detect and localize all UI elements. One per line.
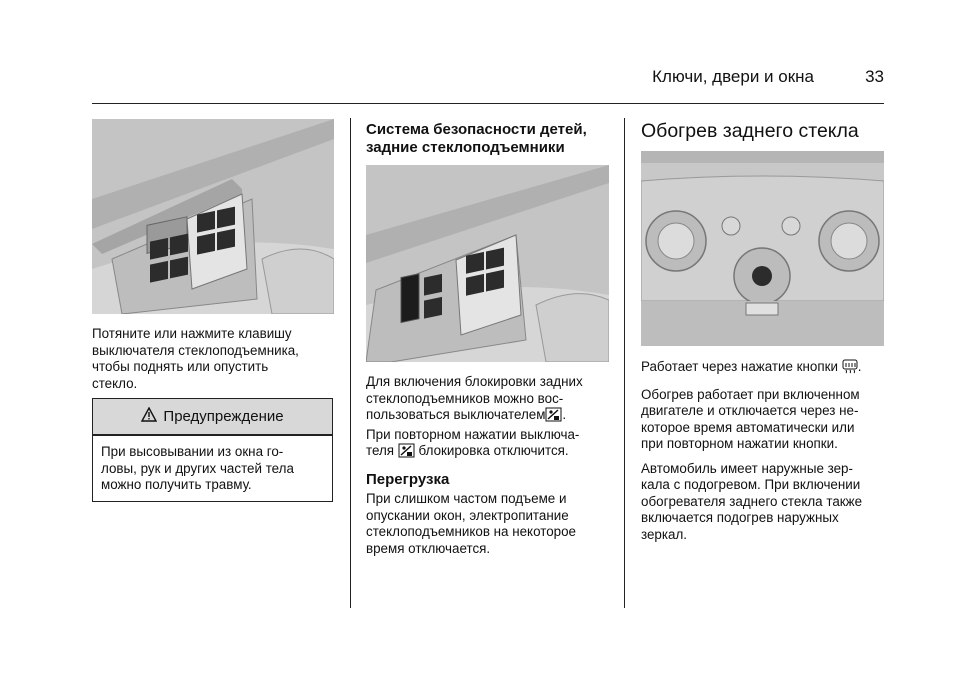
text-line: ловы, рук и других частей тела (101, 460, 294, 476)
climate-control-panel-figure (641, 151, 884, 346)
child-lock-icon (398, 443, 415, 463)
text-line: При слишком частом подъеме и (366, 491, 567, 506)
text-fragment: Работает через нажатие кнопки (641, 359, 838, 374)
header-divider (92, 103, 884, 104)
column-divider-2 (624, 118, 625, 608)
child-safety-heading (366, 121, 616, 157)
warning-box (92, 398, 333, 502)
warning-triangle-icon (141, 407, 157, 426)
paragraph: Работает через нажатие кнопки . (641, 359, 891, 379)
text-line: пользоваться выключателем . (366, 407, 621, 427)
text-fragment: теля (366, 443, 395, 458)
text-line: стекло. (92, 375, 138, 391)
text-fragment: блокировка отключится. (418, 443, 569, 458)
child-safety-switch-figure (366, 165, 609, 362)
chapter-title: Ключи, двери и окна (652, 67, 814, 86)
paragraph (641, 461, 891, 544)
rear-defrost-icon (842, 359, 858, 379)
text-line: Автомобиль имеет наружные зер- (641, 460, 853, 476)
column-divider-1 (350, 118, 351, 608)
warning-header (93, 399, 332, 436)
text-line: время отключается. (366, 540, 491, 556)
text-line: кала с подогревом. При включении (641, 477, 861, 492)
text-line: Для включения блокировки задних (366, 374, 583, 389)
child-lock-icon (545, 407, 562, 427)
text-line: Потяните или нажмите клавишу (92, 326, 292, 341)
text-line: выключателя стеклоподъемника, (92, 342, 299, 358)
window-switch-instructions (92, 326, 342, 392)
overload-paragraph (366, 491, 621, 557)
door-window-switches-figure (92, 119, 334, 314)
text-line: включается подогрев наружных (641, 510, 839, 525)
text-line: При повторном нажатии выключа- (366, 426, 580, 442)
text-line: обогревателя заднего стекла также (641, 493, 863, 509)
text-line: стеклоподъемников на некоторое (366, 524, 576, 539)
page-number: 33 (865, 67, 884, 86)
rear-defrost-paragraphs (641, 359, 891, 551)
text-line: зеркал. (641, 526, 688, 542)
text-line (366, 443, 621, 463)
heading-line: Система безопасности детей, (366, 121, 587, 138)
text-fragment: пользоваться выключателем (366, 407, 546, 422)
text-line: стеклоподъемников можно вос- (366, 390, 564, 406)
overload-heading: Перегрузка (366, 471, 450, 488)
text-line: опускании окон, электропитание (366, 507, 569, 523)
text-line: двигателе и отключается через не- (641, 403, 859, 418)
text-line: Обогрев работает при включенном (641, 386, 860, 402)
warning-title: Предупреждение (163, 408, 284, 425)
rear-defrost-heading: Обогрев заднего стекла (641, 120, 859, 142)
heading-line: задние стеклоподъемники (366, 139, 565, 156)
text-line: можно получить травму. (101, 477, 252, 492)
warning-body (93, 436, 332, 494)
paragraph (641, 387, 891, 453)
text-line: чтобы поднять или опустить (92, 359, 269, 374)
child-lock-paragraph (366, 374, 621, 463)
text-line: При высовывании из окна го- (101, 444, 284, 459)
text-line: при повторном нажатии кнопки. (641, 436, 838, 451)
text-line: которое время автоматически или (641, 419, 855, 435)
